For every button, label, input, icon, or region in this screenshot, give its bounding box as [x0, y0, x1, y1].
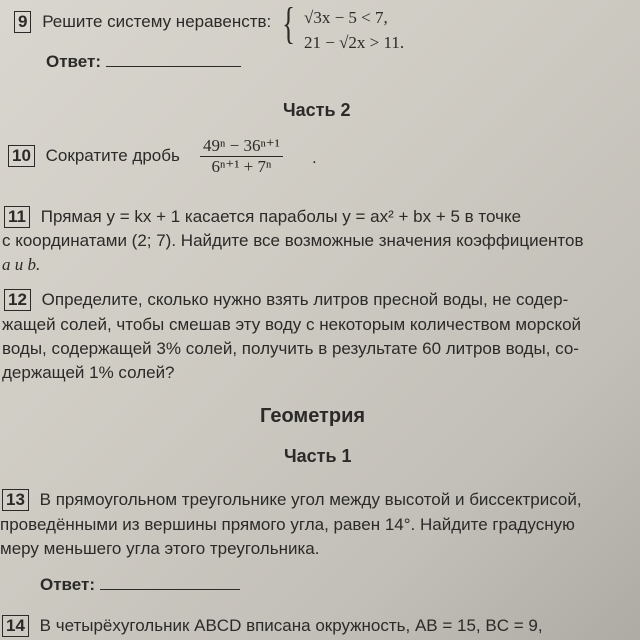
answer-line — [100, 575, 240, 590]
problem-line-3: a и b. — [2, 255, 41, 274]
section-heading: Часть 2 — [283, 100, 351, 120]
problem-line-2: с координатами (2; 7). Найдите все возможные значения коэффициентов — [2, 231, 584, 250]
fraction-period: . — [312, 148, 317, 167]
problem-9 — [14, 10, 271, 34]
brace-icon: { — [282, 0, 295, 48]
problem-line-1: Прямая y = kx + 1 касается параболы y = ax² + bx + 5 в точке — [40, 207, 522, 226]
problem-line-3: воды, содержащей 3% солей, получить в результате 60 литров воды, со- — [2, 339, 579, 358]
fraction-numerator: 49ⁿ − 36ⁿ⁺¹ — [200, 136, 283, 157]
problem-line-1: Определите, сколько нужно взять литров пресной воды, не содер- — [41, 290, 569, 309]
problem-14 — [2, 614, 543, 638]
section-heading: Часть 1 — [284, 446, 352, 466]
fraction — [200, 136, 283, 177]
answer-label: Ответ: — [40, 575, 95, 594]
problem-line-2: жащей солей, чтобы смешав эту воду с некоторым количеством морской — [2, 315, 582, 334]
answer-row — [40, 573, 240, 597]
problem-number: 11 — [4, 206, 30, 228]
inequality-1: √3x − 5 < 7, — [304, 8, 388, 27]
answer-line — [106, 52, 241, 67]
problem-number: 12 — [4, 289, 31, 311]
problem-line-1: В четырёхугольник ABCD вписана окружность, AB = 15, BC = 9, — [39, 616, 543, 635]
problem-number: 13 — [2, 489, 29, 511]
problem-line-4: держащей 1% солей? — [2, 363, 175, 382]
problem-number: 9 — [14, 11, 31, 33]
problem-line-3: меру меньшего угла этого треугольника. — [0, 539, 320, 558]
inequality-2: 21 − √2x > 11. — [304, 33, 405, 52]
problem-text: Сократите дробь — [45, 146, 180, 165]
problem-number: 14 — [2, 615, 29, 637]
answer-row — [46, 50, 241, 74]
problem-text: Решите систему неравенств: — [42, 12, 272, 31]
section-title: Геометрия — [260, 405, 366, 427]
problem-line-1: В прямоугольном треугольнике угол между высотой и биссектрисой, — [39, 490, 582, 509]
answer-label: Ответ: — [46, 52, 101, 71]
problem-11 — [4, 205, 521, 229]
fraction-denominator: 6ⁿ⁺¹ + 7ⁿ — [211, 157, 272, 176]
problem-13 — [2, 488, 582, 512]
problem-number: 10 — [8, 145, 35, 167]
problem-line-2: проведёнными из вершины прямого угла, равен 14°. Найдите градусную — [0, 515, 575, 534]
problem-12 — [4, 288, 568, 312]
problem-10 — [8, 144, 180, 168]
